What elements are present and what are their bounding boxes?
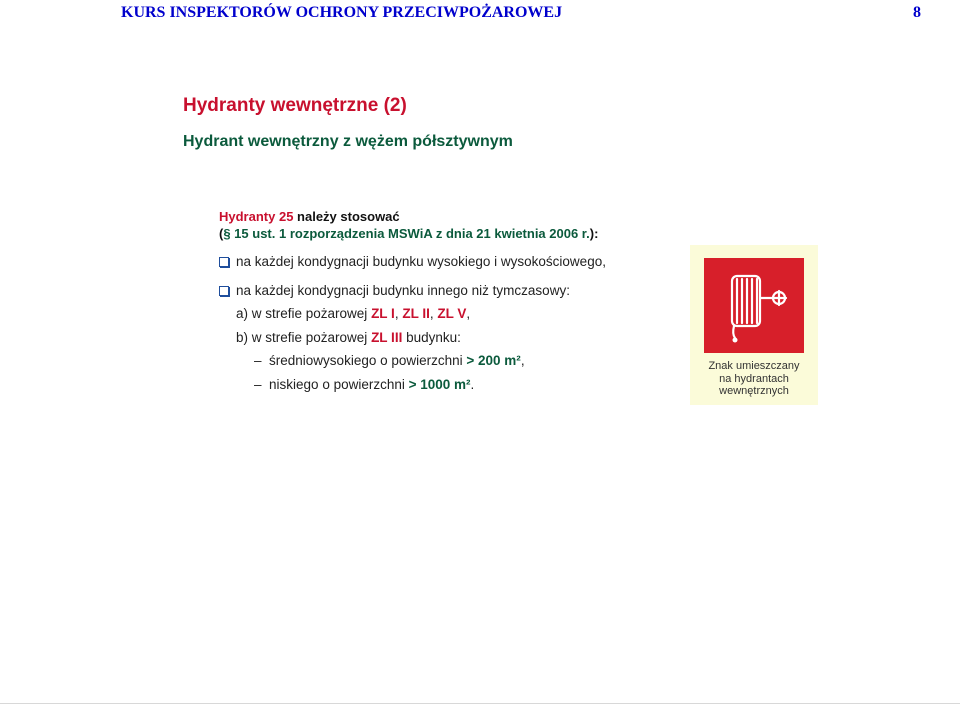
sub-item-a xyxy=(236,306,470,321)
dash-glyph: – xyxy=(254,353,262,368)
sub-item-b-prefix: b) w strefie pożarowej xyxy=(236,330,372,345)
area-threshold: > 1000 m² xyxy=(408,377,471,392)
intro-line-2 xyxy=(219,225,598,242)
slide-subtitle: Hydrant wewnętrzny z wężem półsztywnym xyxy=(183,133,513,150)
bullet-item-2 xyxy=(219,283,570,298)
hydrant-sign-card xyxy=(690,245,818,405)
sign-caption-line: wewnętrznych xyxy=(719,385,789,397)
document-header-title: KURS INSPEKTORÓW OCHRONY PRZECIWPOŻAROWEJ xyxy=(121,4,563,21)
dash-item-end: , xyxy=(520,353,525,368)
page-number: 8 xyxy=(913,4,921,21)
bullet-text: na każdej kondygnacji budynku wysokiego i wysokościowego, xyxy=(236,254,606,269)
bullet-text: na każdej kondygnacji budynku innego niż tymczasowy: xyxy=(236,283,570,298)
sub-item-b-suffix: budynku: xyxy=(402,330,461,345)
sign-caption-line: Znak umieszczany xyxy=(708,360,800,372)
intro-line-1 xyxy=(219,208,598,225)
intro-text xyxy=(219,208,598,242)
sign-caption-line: na hydrantach xyxy=(719,372,789,385)
intro-open-paren: ( xyxy=(219,226,224,241)
sub-item-a-prefix: a) w strefie pożarowej xyxy=(236,306,372,321)
separator: , xyxy=(394,306,403,321)
separator: , xyxy=(429,306,438,321)
dash-item-text: niskiego o powierzchni xyxy=(269,377,409,392)
sign-caption xyxy=(690,360,818,398)
intro-verb: należy stosować xyxy=(297,209,400,224)
zone-zl1: ZL I xyxy=(371,306,395,321)
checkbox-bullet-icon xyxy=(219,286,229,296)
intro-legal-reference: § 15 ust. 1 rozporządzenia MSWiA z dnia 21 kwietnia 2006 r. xyxy=(223,226,590,241)
zone-zl2: ZL II xyxy=(402,306,430,321)
intro-hydrant-type: Hydranty 25 xyxy=(219,209,294,224)
hose-reel-sign xyxy=(704,258,804,353)
zone-zl3: ZL III xyxy=(371,330,403,345)
slide-title: Hydranty wewnętrzne (2) xyxy=(183,95,407,116)
dash-item-end: . xyxy=(470,377,475,392)
sub-item-b xyxy=(236,330,461,345)
area-threshold: > 200 m² xyxy=(466,353,521,368)
hose-reel-icon xyxy=(704,258,804,353)
sub-item-a-suffix: , xyxy=(466,306,471,321)
checkbox-bullet-icon xyxy=(219,257,229,267)
bullet-item-1 xyxy=(219,254,606,269)
intro-close-paren: ): xyxy=(589,226,599,241)
dash-item-1 xyxy=(254,353,525,368)
dash-item-2 xyxy=(254,377,474,392)
zone-zl5: ZL V xyxy=(437,306,467,321)
dash-glyph: – xyxy=(254,377,262,392)
page-bottom-divider xyxy=(0,703,960,704)
dash-item-text: średniowysokiego o powierzchni xyxy=(269,353,467,368)
